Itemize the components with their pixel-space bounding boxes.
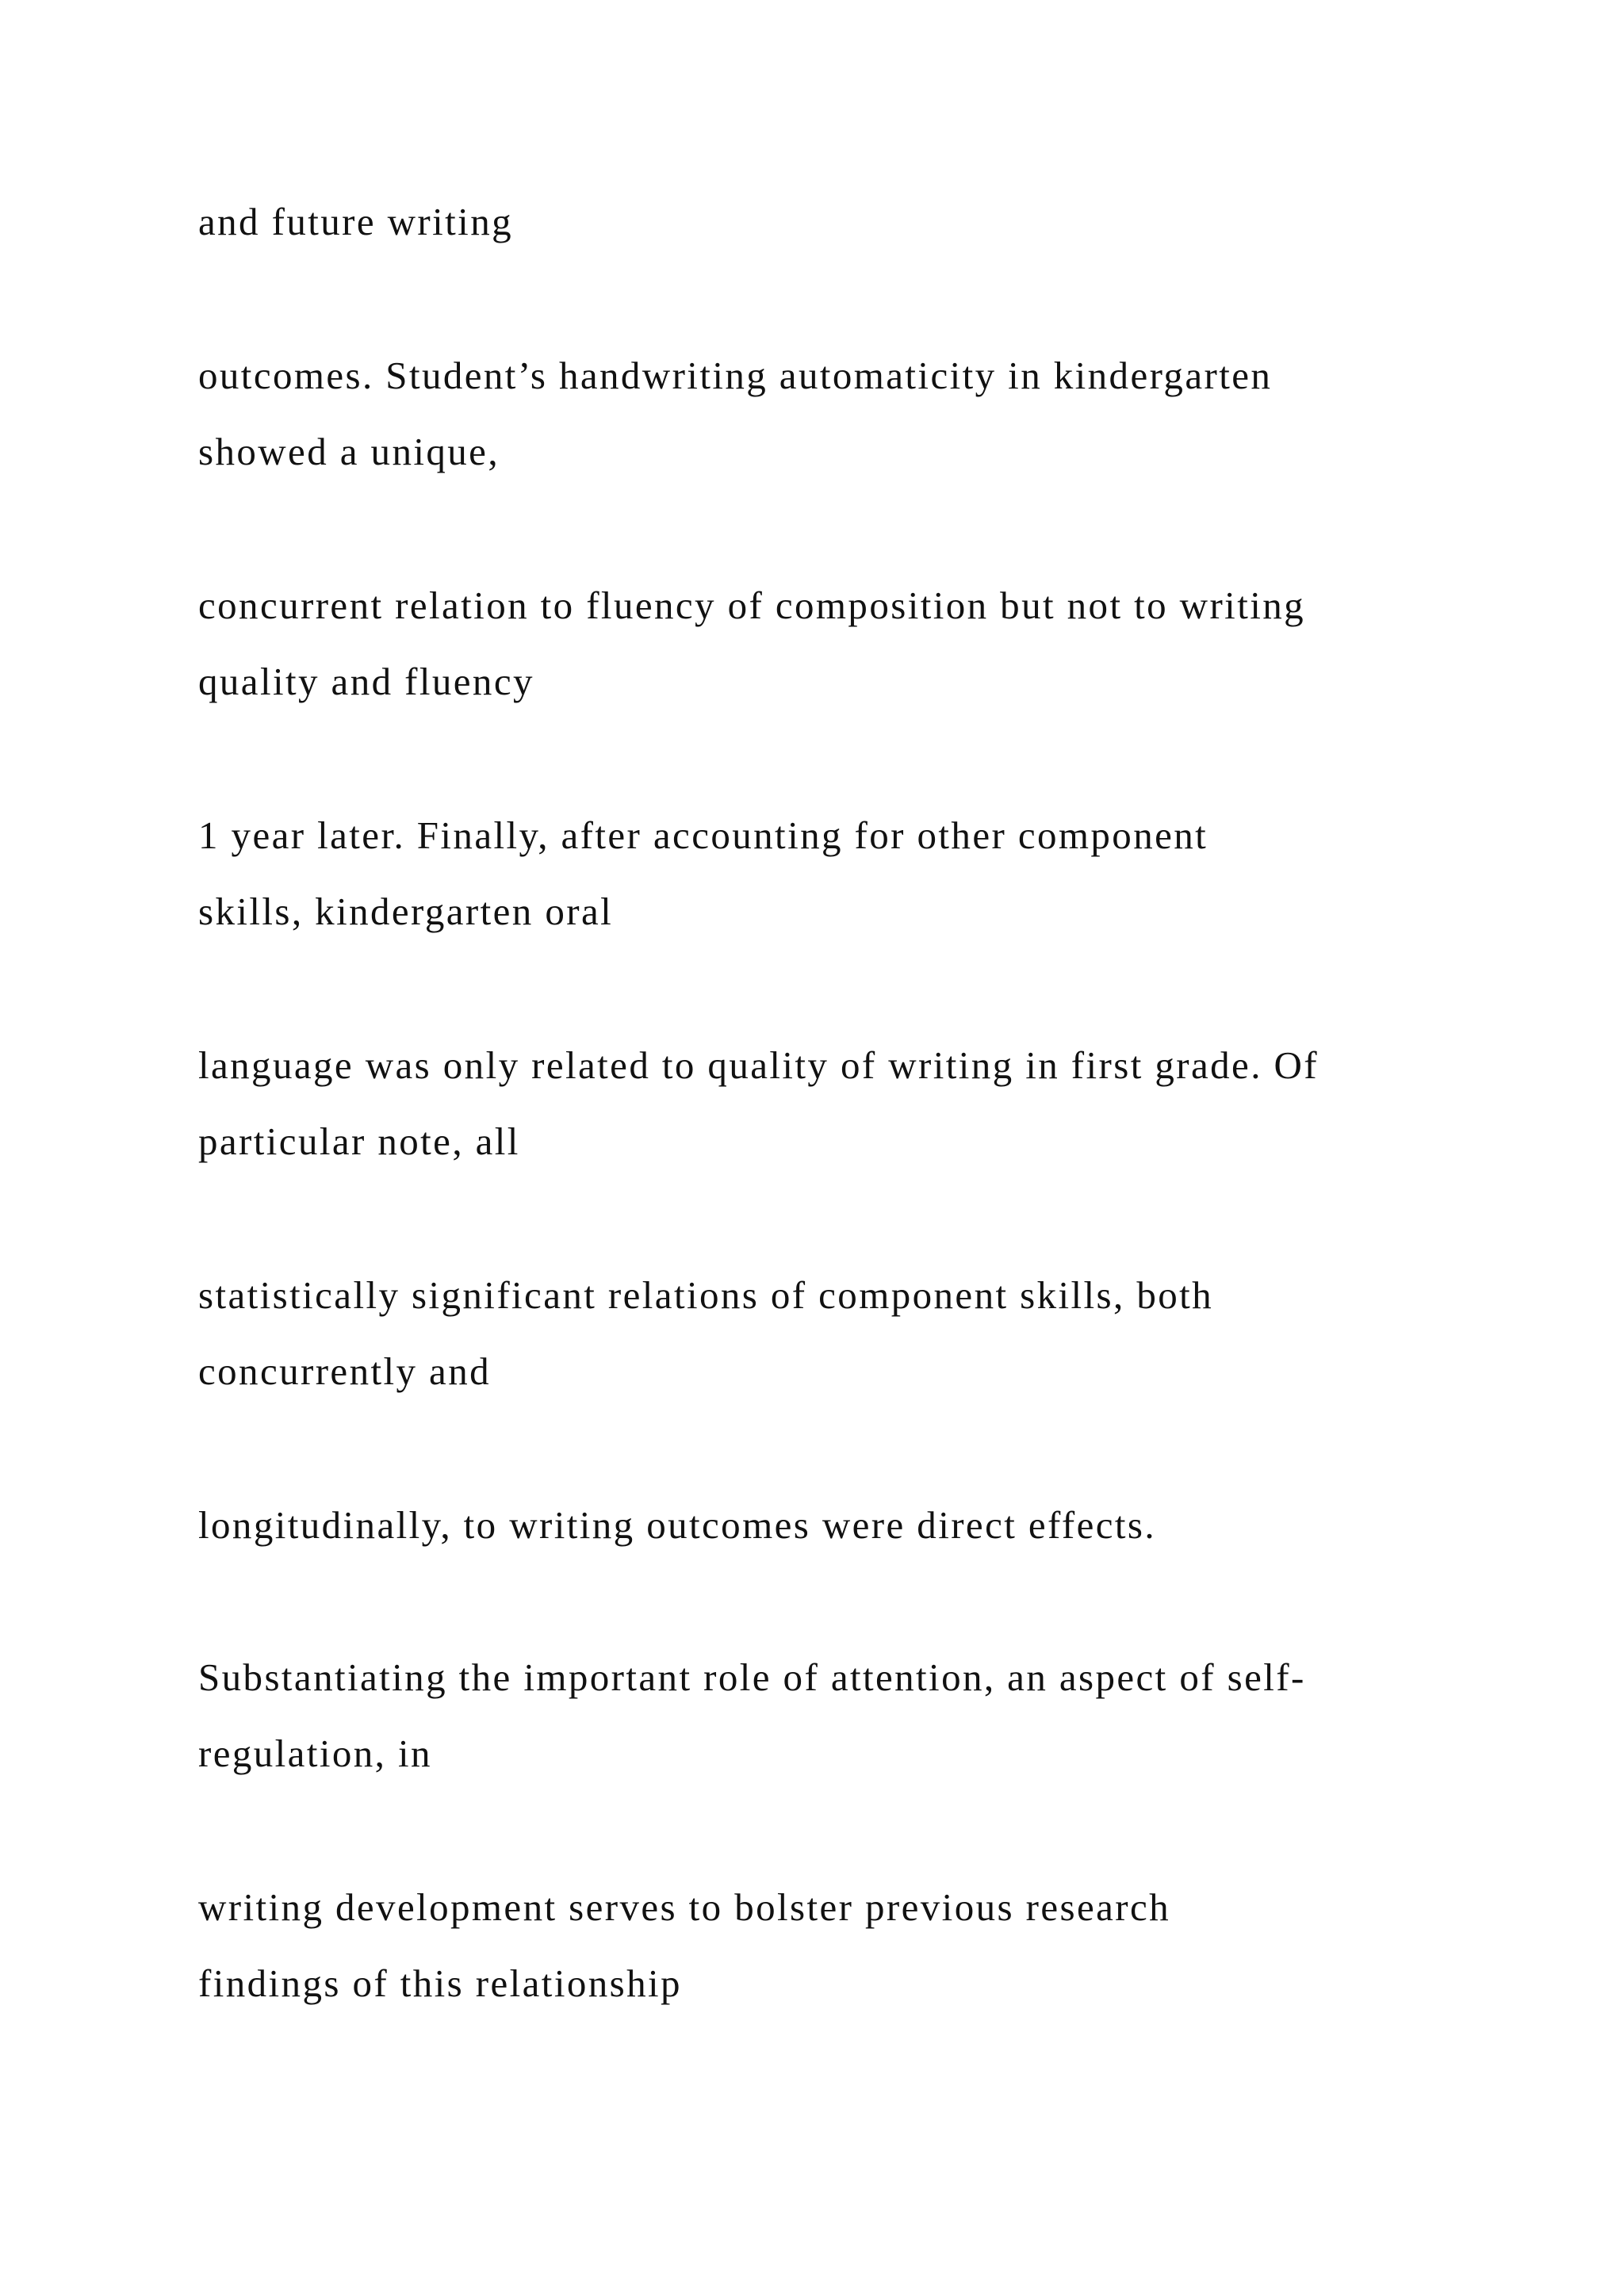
text-line: quality and fluency xyxy=(198,660,534,703)
paragraph xyxy=(198,1257,1515,1410)
text-line: statistically significant relations of component skills, both xyxy=(198,1273,1214,1317)
paragraph xyxy=(198,184,1515,260)
paragraph xyxy=(198,798,1515,950)
paragraph xyxy=(198,1869,1515,2022)
text-line: outcomes. Student’s handwriting automaticity in kindergarten xyxy=(198,354,1273,397)
paragraph xyxy=(198,338,1515,490)
paragraph xyxy=(198,1487,1515,1563)
text-line: concurrent relation to fluency of composition but not to writing xyxy=(198,584,1306,627)
text-line: showed a unique, xyxy=(198,430,500,473)
text-line: skills, kindergarten oral xyxy=(198,890,614,933)
text-line: particular note, all xyxy=(198,1119,520,1163)
text-line: longitudinally, to writing outcomes were direct effects. xyxy=(198,1503,1157,1547)
paragraph xyxy=(198,1027,1515,1180)
text-line: writing development serves to bolster previous research xyxy=(198,1885,1171,1929)
text-line: regulation, in xyxy=(198,1732,432,1775)
text-line: language was only related to quality of writing in first grade. Of xyxy=(198,1043,1319,1087)
text-line: and future writing xyxy=(198,200,513,243)
paragraph xyxy=(198,568,1515,720)
text-line: concurrently and xyxy=(198,1349,492,1393)
paragraph xyxy=(198,1640,1515,1792)
text-line: 1 year later. Finally, after accounting for other component xyxy=(198,813,1208,857)
text-line: Substantiating the important role of attention, an aspect of self- xyxy=(198,1655,1306,1699)
text-line: findings of this relationship xyxy=(198,1961,682,2005)
